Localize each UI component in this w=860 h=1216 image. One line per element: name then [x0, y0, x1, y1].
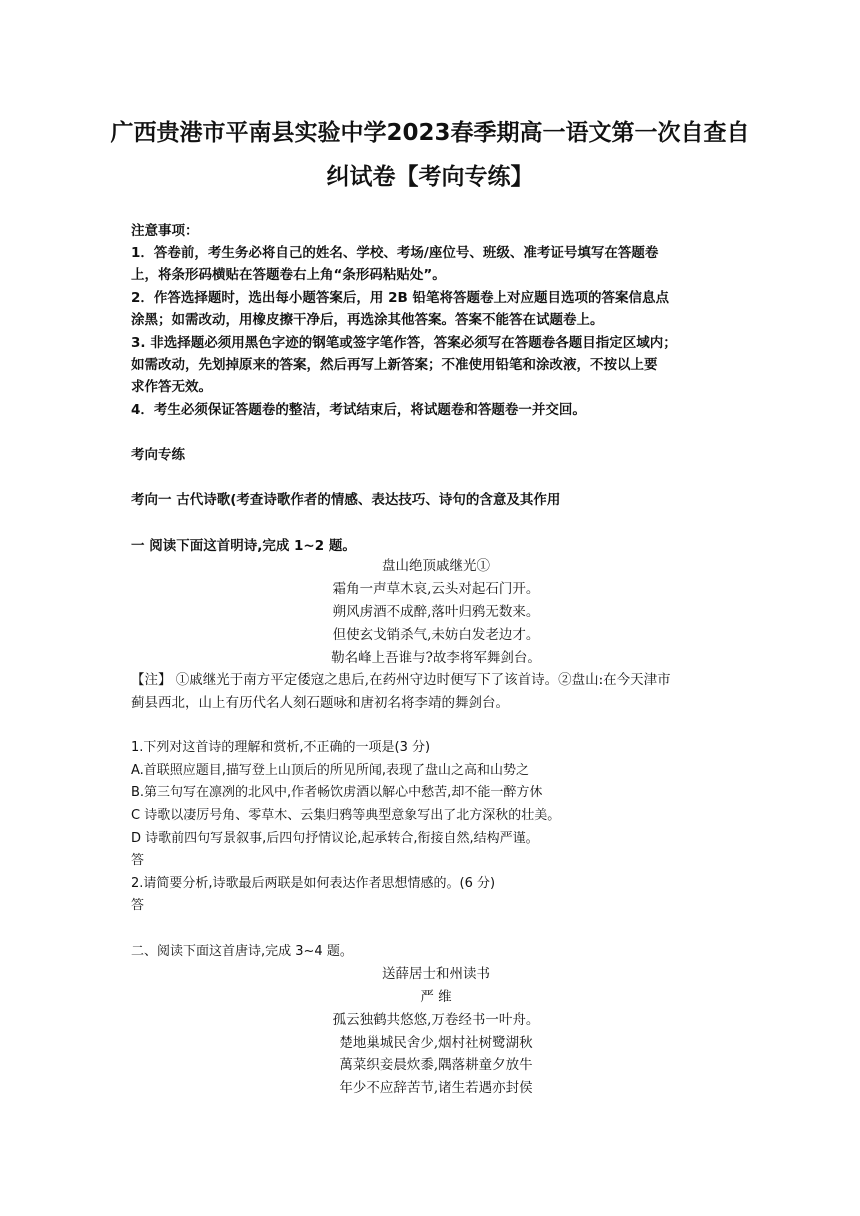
question2-stem: 2.请简要分析,诗歌最后两联是如何表达作者思想情感的。(6 分): [131, 876, 496, 891]
notice-heading: 注意事项：: [131, 223, 199, 239]
direction-heading: 考向一 古代诗歌(考查诗歌作者的情感、表达技巧、诗句的含意及其作用: [131, 492, 561, 508]
poem1-title: 盘山绝顶戚继光①: [382, 558, 490, 574]
question1-stem: 1.下列对这首诗的理解和赏析,不正确的一项是(3 分): [131, 740, 431, 755]
poem1-note: 【注】 ①戚继光于南方平定倭寇之患后,在药州守边时便写下了该首诗。②盘山:在今天津市: [131, 672, 671, 688]
notice-line: 如需改动，先划掉原来的答案，然后再写上新答案；不准使用铅笔和涂改液，不按以上要: [131, 357, 658, 373]
notice-line: 2．作答选择题时，选出每小题答案后，用 2B 铅笔将答题卷上对应题目选项的答案信息点: [131, 290, 669, 306]
notice-line: 4．考生必须保证答题卷的整洁，考试结束后，将试题卷和答题卷一并交回。: [131, 402, 586, 418]
question2-answer: 答: [131, 898, 145, 913]
poem1-line: 霜角一声草木哀,云头对起石门开。: [332, 581, 540, 597]
poem1-note: 蓟县西北，山上有历代名人刻石题咏和唐初名将李靖的舞剑台。: [131, 695, 509, 711]
notice-line: 求作答无效。: [131, 379, 212, 395]
poem2-title: 送薛居士和州读书: [382, 966, 490, 982]
question1-option-d: D 诗歌前四句写景叙事,后四句抒情议论,起承转合,衔接自然,结构严谨。: [131, 831, 539, 846]
poem2-line: 孤云独鹤共悠悠,万卷经书一叶舟。: [332, 1012, 540, 1028]
document-title-line2: 纠试卷【考向专练】: [326, 164, 534, 190]
notice-line: 3. 非选择题必须用黑色字迹的钢笔或签字笔作答，答案必须写在答题卷各题目指定区域内；: [131, 335, 677, 351]
notice-line: 1．答卷前，考生务必将自己的姓名、学校、考场/座位号、班级、准考证号填写在答题卷: [131, 245, 659, 261]
poem1-line: 朔风虏酒不成醉,落叶归鸦无数来。: [332, 604, 540, 620]
question1-option-c: C 诗歌以凄厉号角、零草木、云集归鸦等典型意象写出了北方深秋的壮美。: [131, 808, 561, 823]
section-label: 考向专练: [131, 447, 185, 463]
question1-option-a: A.首联照应题目,描写登上山顶后的所见所闻,表现了盘山之高和山势之: [131, 763, 530, 778]
question1-option-b: B.第三句写在凛冽的北风中,作者畅饮虏酒以解心中愁苦,却不能一醉方休: [131, 785, 543, 800]
document-title-line1: 广西贵港市平南县实验中学2023春季期高一语文第一次自查自: [110, 120, 750, 146]
question1-answer: 答: [131, 853, 145, 868]
poem1-line: 但使玄戈销杀气,未妨白发老边才。: [332, 627, 540, 643]
notice-line: 涂黑；如需改动，用橡皮擦干净后，再选涂其他答案。答案不能答在试题卷上。: [131, 312, 604, 328]
poem2-author: 严 维: [420, 989, 452, 1005]
poem1-line: 勒名峰上吾谁与?故李将军舞剑台。: [331, 650, 541, 666]
poem2-line: 楚地巢城民舍少,烟村社树鹭湖秋: [339, 1035, 533, 1051]
notice-line: 上，将条形码横贴在答题卷右上角“条形码粘贴处”。: [131, 267, 446, 283]
part1-heading: 一 阅读下面这首明诗,完成 1~2 题。: [131, 538, 356, 554]
part2-heading: 二、阅读下面这首唐诗,完成 3~4 题。: [131, 944, 353, 959]
poem2-line: 萬菜织妾晨炊黍,隅落耕童夕放牛: [339, 1057, 533, 1073]
poem2-line: 年少不应辞苦节,诸生若遇亦封侯: [339, 1080, 533, 1096]
